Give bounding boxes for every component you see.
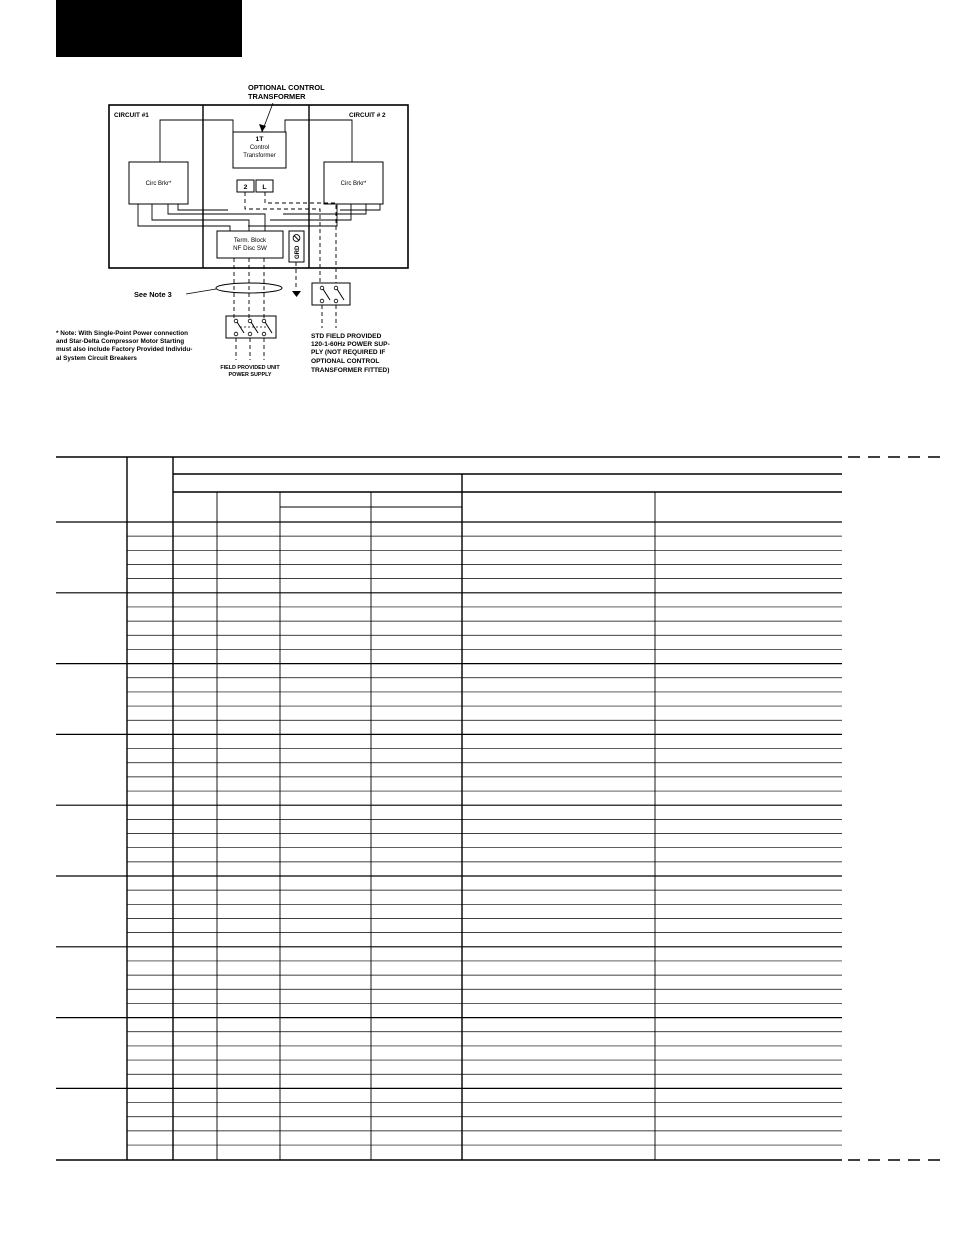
- std-field-supply-line3: PLY (NOT REQUIRED IF: [311, 349, 386, 356]
- transformer-label-transformer: Transformer: [243, 153, 276, 159]
- note-line-4: al System Circuit Breakers: [56, 354, 137, 362]
- std-field-supply-line2: 120-1-60Hz POWER SUP-: [311, 341, 390, 348]
- transformer-label-control: Control: [249, 145, 270, 151]
- circuit-1-label: CIRCUIT #1: [114, 112, 149, 119]
- transformer-label-1t: 1T: [255, 136, 264, 143]
- field-unit-supply-line1: FIELD PROVIDED UNIT: [220, 365, 280, 371]
- std-field-supply-line4: OPTIONAL CONTROL: [311, 358, 380, 365]
- circuit-2-label: CIRCUIT # 2: [349, 112, 386, 119]
- field-unit-supply-line2: POWER SUPPLY: [228, 372, 272, 378]
- note-line-3: must also include Factory Provided Individu-: [56, 346, 193, 354]
- term-block-label-line1: Term. Block: [233, 237, 267, 244]
- std-field-supply-line1: STD FIELD PROVIDED: [311, 333, 382, 340]
- circuit-breaker-left-label: Circ Brkr*: [145, 181, 172, 187]
- terminal-2-label: 2: [243, 184, 248, 191]
- optional-transformer-label-line1: OPTIONAL CONTROL: [248, 83, 325, 92]
- note-line-1: * Note: With Single-Point Power connection: [56, 330, 189, 337]
- circuit-breaker-right-label: Circ Brkr*: [340, 181, 367, 187]
- term-block-label-line2: NF Disc SW: [233, 245, 267, 252]
- std-field-supply-line5: TRANSFORMER FITTED): [311, 367, 390, 374]
- see-note-label: See Note 3: [134, 290, 172, 299]
- ground-label: GRD: [295, 245, 301, 259]
- optional-transformer-label-line2: TRANSFORMER: [248, 92, 306, 101]
- terminal-l-label: L: [262, 184, 267, 191]
- note-line-2: and Star-Delta Compressor Motor Starting: [56, 338, 185, 346]
